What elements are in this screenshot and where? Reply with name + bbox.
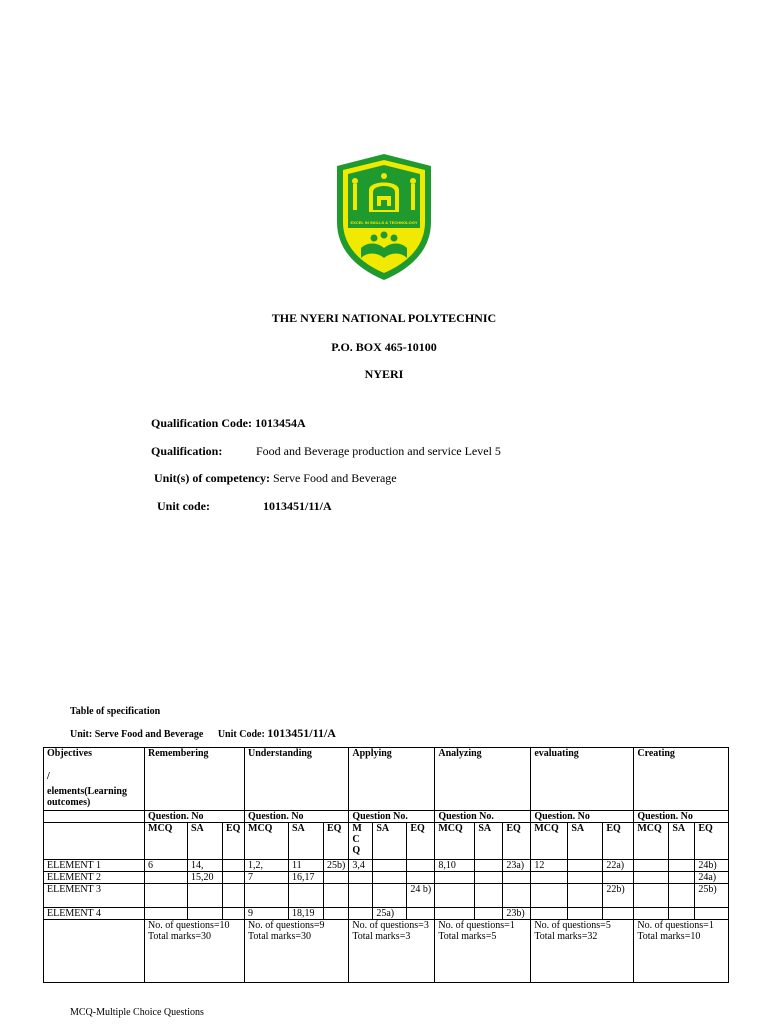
total-marks: Total marks=3	[352, 931, 411, 942]
table-cell	[407, 872, 435, 884]
element-label: ELEMENT 1	[44, 860, 145, 872]
table-cell	[289, 884, 324, 908]
tos-unit-code-value: 1013451/11/A	[267, 726, 336, 740]
table-cell: 22a)	[603, 860, 634, 872]
objectives-slash: /	[47, 771, 50, 782]
table-cell	[695, 908, 729, 920]
institution-address: P.O. BOX 465-10100	[331, 340, 437, 354]
table-cell	[503, 884, 531, 908]
table-cell	[435, 884, 475, 908]
table-cell	[568, 860, 603, 872]
table-cell	[435, 872, 475, 884]
table-cell	[669, 908, 695, 920]
col-sa: SA	[568, 823, 603, 860]
qualification-value: Food and Beverage production and service Level 5	[256, 444, 501, 458]
unit-code-label: Unit code:	[157, 499, 210, 513]
col-mcq-vertical: M C Q	[349, 823, 373, 860]
table-cell	[145, 884, 188, 908]
table-cell	[373, 884, 407, 908]
col-mcq: MCQ	[245, 823, 289, 860]
table-cell: 11	[289, 860, 324, 872]
table-cell: 14,	[188, 860, 223, 872]
table-cell: 7	[245, 872, 289, 884]
total-questions: No. of questions=9	[248, 920, 325, 931]
table-cell	[223, 908, 245, 920]
total-questions: No. of questions=5	[534, 920, 611, 931]
table-cell	[669, 872, 695, 884]
table-cell	[435, 908, 475, 920]
table-cell: 25b)	[324, 860, 349, 872]
table-cell	[603, 872, 634, 884]
table-cell	[531, 872, 568, 884]
table-cell	[245, 884, 289, 908]
table-cell	[531, 884, 568, 908]
table-cell	[634, 860, 669, 872]
table-cell	[188, 884, 223, 908]
table-row	[44, 860, 729, 872]
table-cell: 15,20	[188, 872, 223, 884]
col-sa: SA	[475, 823, 503, 860]
table-cell	[568, 908, 603, 920]
total-marks: Total marks=30	[248, 931, 311, 942]
table-cell	[568, 884, 603, 908]
table-row	[44, 884, 729, 908]
table-cell	[475, 872, 503, 884]
table-cell	[634, 884, 669, 908]
totals-analyzing	[435, 920, 531, 983]
table-cell	[349, 872, 373, 884]
level-understanding: Understanding	[245, 748, 349, 811]
totals-understanding	[245, 920, 349, 983]
question-no-header: Question. No	[245, 811, 349, 823]
polytechnic-logo	[333, 152, 435, 282]
table-cell	[223, 872, 245, 884]
table-cell: 18,19	[289, 908, 324, 920]
table-cell: 3,4	[349, 860, 373, 872]
mcq-footnote: MCQ-Multiple Choice Questions	[70, 1007, 204, 1018]
col-eq: EQ	[603, 823, 634, 860]
objectives-top: Objectives	[47, 748, 92, 759]
table-cell	[568, 872, 603, 884]
question-no-header: Question No.	[349, 811, 435, 823]
col-mcq: MCQ	[634, 823, 669, 860]
total-questions: No. of questions=10	[148, 920, 230, 931]
institution-town: NYERI	[364, 367, 404, 381]
table-cell	[503, 872, 531, 884]
total-marks: Total marks=10	[637, 931, 701, 942]
specification-table	[43, 747, 729, 983]
table-cell	[669, 884, 695, 908]
totals-creating	[634, 920, 729, 983]
table-cell: 25b)	[695, 884, 729, 908]
table-cell: 6	[145, 860, 188, 872]
total-marks: Total marks=30	[148, 931, 211, 942]
table-row	[44, 908, 729, 920]
element-label: ELEMENT 2	[44, 872, 145, 884]
table-cell	[475, 908, 503, 920]
unit-of-competency-label: Unit(s) of competency:	[154, 471, 270, 485]
table-cell	[324, 872, 349, 884]
col-eq: EQ	[695, 823, 729, 860]
total-marks: Total marks=5	[438, 931, 497, 942]
question-no-header: Question. No	[145, 811, 245, 823]
table-cell	[603, 908, 634, 920]
level-applying: Applying	[349, 748, 435, 811]
question-no-header: Question No.	[435, 811, 531, 823]
table-cell	[324, 908, 349, 920]
unit-of-competency	[154, 471, 397, 486]
col-mcq: MCQ	[435, 823, 475, 860]
table-cell	[188, 908, 223, 920]
table-cell: 1,2,	[245, 860, 289, 872]
col-eq: EQ	[503, 823, 531, 860]
table-cell	[475, 860, 503, 872]
total-questions: No. of questions=1	[637, 920, 714, 931]
table-cell	[407, 908, 435, 920]
table-cell	[373, 872, 407, 884]
table-cell	[634, 908, 669, 920]
table-cell	[349, 908, 373, 920]
element-label: ELEMENT 3	[44, 884, 145, 908]
table-cell	[349, 884, 373, 908]
table-cell: 24b)	[695, 860, 729, 872]
table-cell: 8,10	[435, 860, 475, 872]
empty-cell	[44, 823, 145, 860]
tos-title: Table of specification	[70, 706, 161, 717]
col-sa: SA	[289, 823, 324, 860]
table-cell: 12	[531, 860, 568, 872]
totals-evaluating	[531, 920, 634, 983]
table-cell: 16,17	[289, 872, 324, 884]
col-eq: EQ	[407, 823, 435, 860]
element-label: ELEMENT 4	[44, 908, 145, 920]
totals-applying	[349, 920, 435, 983]
qualification-label: Qualification:	[151, 444, 223, 458]
logo-motto: EXCEL IN SKILLS & TECHNOLOGY	[350, 220, 418, 225]
objectives-bottom: elements(Learning outcomes)	[47, 786, 127, 808]
table-cell	[475, 884, 503, 908]
table-cell: 23b)	[503, 908, 531, 920]
table-cell	[145, 908, 188, 920]
tos-unit-line	[70, 726, 336, 741]
total-questions: No. of questions=3	[352, 920, 429, 931]
unit-of-competency-value: Serve Food and Beverage	[272, 471, 397, 485]
qualification-code: Qualification Code: 1013454A	[151, 416, 306, 430]
col-sa: SA	[669, 823, 695, 860]
table-cell	[373, 860, 407, 872]
question-no-header: Question. No	[531, 811, 634, 823]
level-analyzing: Analyzing	[435, 748, 531, 811]
totals-remembering	[145, 920, 245, 983]
empty-cell	[44, 920, 145, 983]
table-row	[44, 872, 729, 884]
table-cell	[669, 860, 695, 872]
table-cell	[145, 872, 188, 884]
col-mcq: MCQ	[531, 823, 568, 860]
empty-cell	[44, 811, 145, 823]
table-cell: 23a)	[503, 860, 531, 872]
objectives-header	[44, 748, 145, 811]
table-cell	[634, 872, 669, 884]
table-cell: 9	[245, 908, 289, 920]
table-cell	[223, 860, 245, 872]
table-cell	[324, 884, 349, 908]
table-cell	[531, 908, 568, 920]
table-cell: 22b)	[603, 884, 634, 908]
col-eq: EQ	[324, 823, 349, 860]
table-cell: 25a)	[373, 908, 407, 920]
question-no-header: Question. No	[634, 811, 729, 823]
table-cell: 24a)	[695, 872, 729, 884]
col-sa: SA	[373, 823, 407, 860]
table-cell	[407, 860, 435, 872]
table-cell: 24 b)	[407, 884, 435, 908]
col-mcq: MCQ	[145, 823, 188, 860]
level-evaluating: evaluating	[531, 748, 634, 811]
level-remembering: Remembering	[145, 748, 245, 811]
tos-unit: Unit: Serve Food and Beverage	[70, 729, 204, 740]
total-questions: No. of questions=1	[438, 920, 515, 931]
institution-name: THE NYERI NATIONAL POLYTECHNIC	[271, 311, 497, 325]
total-marks: Total marks=32	[534, 931, 598, 942]
table-cell	[223, 884, 245, 908]
tos-unit-code-label: Unit Code:	[217, 729, 268, 740]
col-sa: SA	[188, 823, 223, 860]
unit-code-value: 1013451/11/A	[263, 499, 332, 513]
col-eq: EQ	[223, 823, 245, 860]
level-creating: Creating	[634, 748, 729, 811]
totals-row	[44, 920, 729, 983]
